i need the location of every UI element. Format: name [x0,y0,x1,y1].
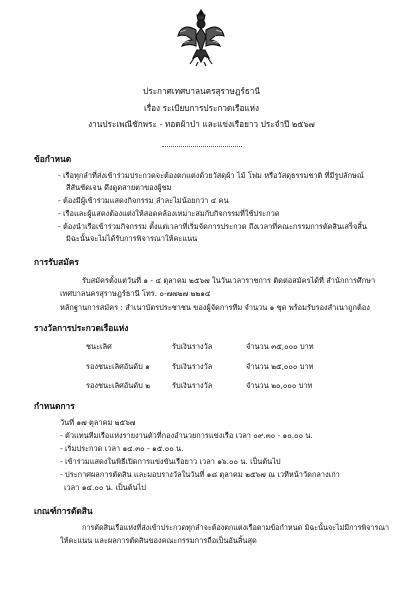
schedule-item: - ประกาศผลการตัดสิน และมอบรางวัลในวันที่ ๑๘ ตุลาคม ๒๕๖๗ ณ เวทีหน้าวัดกลางเก่า [60,470,340,479]
prize-place: ชนะเลิศ [86,342,112,351]
prizes-heading: รางวัลการประกวดเรือแห่ง [34,323,129,333]
event-title: งานประเพณีชักพระ - ทอดผ้าป่า และแข่งเรือยาว ประจำปี ๒๕๖๗ [88,119,315,129]
prize-place: รองชนะเลิศอันดับ ๑ [86,362,150,371]
prize-label: รับเงินรางวัล [172,381,213,390]
judging-heading: เกณฑ์การตัดสิน [34,506,93,516]
judging-line: การตัดสินเรือแห่งที่ส่งเข้าประกวดทุกลำจะต้องตกแต่งเรือตามข้อกำหนด มิฉะนั้นจะไม่มีการพิจารณา [82,523,390,532]
schedule-item: - เริ่มประกวด เวลา ๑๔.๓๐ - ๑๕.๐๐ น. [60,444,184,453]
schedule-item: เวลา ๑๔.๐๐ น. เป็นต้นไป [64,483,146,492]
judging-line: ให้คะแนน และผลการตัดสินของคณะกรรมการถือเป็นอันสิ้นสุด [60,536,257,545]
prize-label: รับเงินรางวัล [172,342,213,351]
rules-item: - ต้องมีผู้เข้าร่วมแสดงกิจกรรม ลำละไม่น้อยกว่า ๔ คน [58,196,229,205]
apply-line: หลักฐานการสมัคร : สำเนาบัตรประชาชน ของผู้จัดการทีม จำนวน ๑ ชุด พร้อมรับรองสำเนาถูกต้อง [60,303,370,312]
schedule-heading: กำหนดการ [34,401,75,411]
schedule-item: - เข้าร่วมแสดงในพิธีเปิดการแข่งขันเรือยาว เวลา ๑๖.๐๐ น. เป็นต้นไป [60,457,281,466]
apply-heading: การรับสมัคร [34,257,79,267]
schedule-item: - ตัวแทนทีมเรือแห่งรายงานตัวที่กองอำนวยการแข่งเรือ เวลา ๐๙.๓๐ - ๑๐.๐๐ น. [60,431,313,440]
rules-heading: ข้อกำหนด [34,154,72,164]
rules-item: - เรือและผู้แสดงต้องแต่งให้สอดคล้องเหมาะสมกับกิจกรรมที่ใช้ประกวด [58,209,280,218]
rules-item: มิฉะนั้นจะไม่ได้รับการพิจารณาให้คะแนน [66,234,198,243]
prize-amount: จำนวน ๒๕,๐๐๐ บาท [246,362,314,371]
rules-item: - ต้องนำเรือเข้าร่วมกิจกรรม ตั้งแต่เวลาที่เริ่มจัดการประกวด ถึงเวลาที่คณะกรรมการตัดสินเสร็จสิ้น [58,222,367,231]
header-divider [162,146,242,147]
rules-item: สีสันชัดเจน ดึงดูดสายตาของผู้ชม [66,183,172,192]
prize-label: รับเงินรางวัล [172,362,213,371]
apply-line: รับสมัครตั้งแต่วันที่ ๑ - ๔ ตุลาคม ๒๕๖๗ ในวันเวลาราชการ ติดต่อสมัครได้ที่ สำนักการศึกษา [82,276,376,285]
prize-amount: จำนวน ๓๕,๐๐๐ บาท [246,342,314,351]
page-title: ประกาศเทศบาลนครสุราษฎร์ธานี [143,86,260,96]
schedule-date: วันที่ ๑๗ ตุลาคม ๒๕๖๗ [60,418,136,427]
rules-item: - เรือทุกลำที่ส่งเข้าร่วมประกวดจะต้องตกแต่งด้วยวัสดุผ้า ไม้ โฟม หรือวัสดุธรรมชาติ ที่มีรูปลักษณ์ [58,171,364,180]
garuda-emblem-icon [176,6,226,68]
apply-line: เทศบาลนครสุราษฎร์ธานี โทร. ๐-๗๗๒๗ ๒๒๑๔ [60,289,211,298]
prize-place: รองชนะเลิศอันดับ ๒ [86,381,151,390]
document-subject: เรื่อง ระเบียบการประกวดเรือแห่ง [143,103,260,113]
prize-amount: จำนวน ๒๐,๐๐๐ บาท [246,381,313,390]
